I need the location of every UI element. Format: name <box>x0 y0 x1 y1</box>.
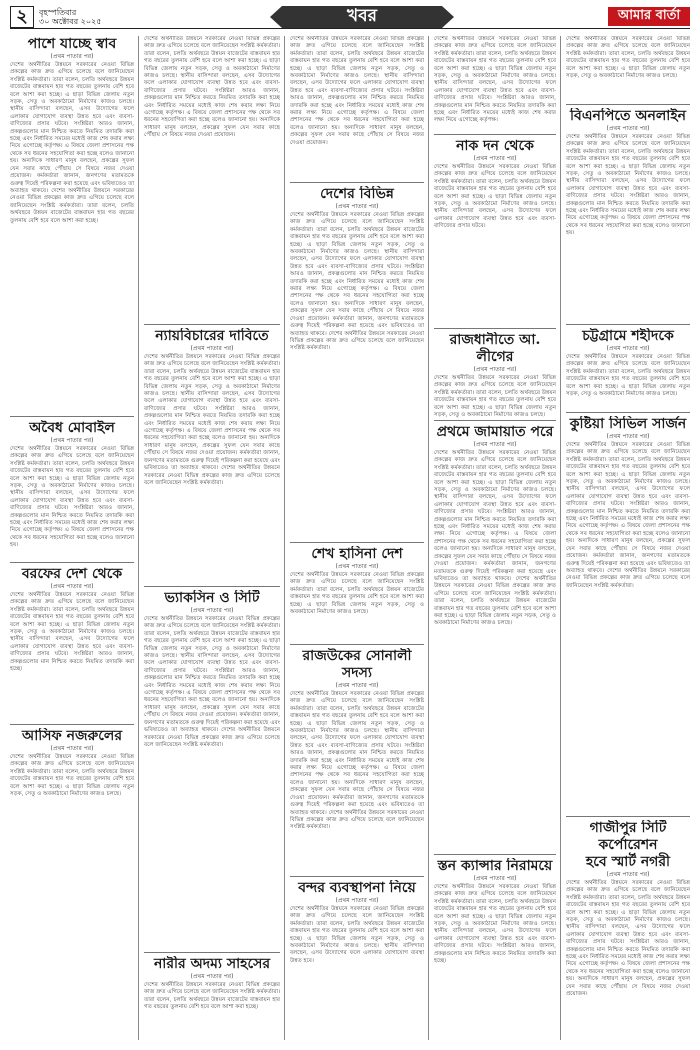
article-headline: দেশের বিভিন্ন <box>320 186 394 202</box>
article-headline: আসিফ নজরুলের <box>21 728 123 744</box>
section-title: খবর <box>282 6 442 28</box>
article-byline: (প্রথম পাতার পর) <box>606 345 650 352</box>
article-byline: (প্রথম পাতার পর) <box>190 607 234 614</box>
article-headline: কুষ্টিয়া সিভিল সার্জন <box>569 416 687 432</box>
article-byline: (প্রথম পাতার পর) <box>473 441 517 448</box>
divider <box>144 586 280 587</box>
article-nyay-bichar <box>144 328 280 584</box>
article-body: দেশের অর্থনীতির উন্নয়নে সরকারের নেওয়া বিভিন্ন প্রকল্পের কাজ দ্রুত এগিয়ে চলেছে বলে জানিয়েছেন সংশ্লিষ্ট কর্মকর্তারা। তারা বলেন, চলতি অর্থবছরে উন্নয়ন বাজেটের বাস্তবায়ন হার গত বছরের তুলনায় বেশি হবে বলে আশা করা হচ্ছে। এ ছাড়া বিভিন্ন জেলায় নতুন সড়ক, সেতু ও অবকাঠামো নির্মাণের কাজও চলছে। স্থানীয় বাসিন্দারা বলছেন, এসব উদ্যোগের ফলে এলাকার যোগাযোগ ব্যবস্থা উন্নত হবে এবং ব্যবসা-বাণিজ্যের প্রসার ঘটবে। সংশ্লিষ্টরা আরও জানান, প্রকল্পগুলোর মান নিশ্চিত করতে নিয়মিত তদারকি করা হচ্ছে এবং নির্ধারিত সময়ের মধ্যেই কাজ শেষ করার লক্ষ্য নিয়ে এগোচ্ছে কর্তৃপক্ষ। এ বিষয়ে জেলা প্রশাসনের পক্ষ থেকে সব ধরনের সহযোগিতা করা হচ্ছে বলেও জানানো হয়। অন্যদিকে সাধারণ মানুষ বলছেন, প্রকল্পের সুফল যেন সবার কাছে পৌঁছায় সে বিষয়ে নজর দেওয়া প্রয়োজন। কর্মকর্তারা জানান, জনগণের মতামতকে গুরুত্ব দিয়েই পরিকল্পনা করা হয়েছে এবং ভবিষ্যতেও তা অব্যাহত থাকবে। দেশের অর্থনীতির উন্নয়নে সরকারের নেওয়া বিভিন্ন প্রকল্পের কাজ দ্রুত এগিয়ে চলেছে বলে জানিয়েছেন সংশ্লিষ্ট কর্মকর্তারা। <box>290 691 424 831</box>
article-body: দেশের অর্থনীতির উন্নয়নে সরকারের নেওয়া বিভিন্ন প্রকল্পের কাজ দ্রুত এগিয়ে চলেছে বলে জানিয়েছেন সংশ্লিষ্ট কর্মকর্তারা। তারা বলেন, চলতি অর্থবছরে উন্নয়ন বাজেটের বাস্তবায়ন হার গত বছরের তুলনায় বেশি হবে বলে আশা করা হচ্ছে। এ ছাড়া বিভিন্ন জেলায় নতুন সড়ক, সেতু ও অবকাঠামো নির্মাণের কাজও চলছে। স্থানীয় বাসিন্দারা বলছেন, এসব উদ্যোগের ফলে এলাকার যোগাযোগ ব্যবস্থা উন্নত হবে এবং ব্যবসা-বাণিজ্যের প্রসার ঘটবে। সংশ্লিষ্টরা আরও জানান, প্রকল্পগুলোর মান নিশ্চিত করতে নিয়মিত তদারকি করা হচ্ছে এবং নির্ধারিত সময়ের মধ্যেই কাজ শেষ করার লক্ষ্য নিয়ে এগোচ্ছে কর্তৃপক্ষ। <box>434 36 556 124</box>
divider <box>290 644 424 645</box>
article-body: দেশের অর্থনীতির উন্নয়নে সরকারের নেওয়া বিভিন্ন প্রকল্পের কাজ দ্রুত এগিয়ে চলেছে বলে জানিয়েছেন সংশ্লিষ্ট কর্মকর্তারা। তারা বলেন, চলতি অর্থবছরে উন্নয়ন বাজেটের বাস্তবায়ন হার গত বছরের তুলনায় বেশি হবে বলে আশা করা হচ্ছে। এ ছাড়া বিভিন্ন জেলায় নতুন সড়ক, সেতু ও অবকাঠামো নির্মাণের কাজও চলছে। স্থানীয় বাসিন্দারা বলছেন, এসব উদ্যোগের ফলে এলাকার যোগাযোগ ব্যবস্থা উন্নত হবে এবং ব্যবসা-বাণিজ্যের প্রসার ঘটবে। সংশ্লিষ্টরা আরও জানান, প্রকল্পগুলোর মান নিশ্চিত করতে নিয়মিত তদারকি করা হচ্ছে। <box>10 592 134 673</box>
article-byline: (প্রথম পাতার পর) <box>190 345 234 352</box>
article-headline: শেখ হাসিনা দেশ <box>311 546 403 562</box>
article-boroferdesh <box>10 566 134 722</box>
article-rajuk <box>290 648 424 874</box>
article-byline: (প্রথম পাতার পর) <box>335 897 379 904</box>
column-rule <box>428 36 429 1040</box>
divider <box>434 420 556 421</box>
divider <box>566 104 690 105</box>
divider <box>566 324 690 325</box>
article-col4-top <box>434 36 556 132</box>
article-body: দেশের অর্থনীতির উন্নয়নে সরকারের নেওয়া বিভিন্ন প্রকল্পের কাজ দ্রুত এগিয়ে চলেছে বলে জানিয়েছেন সংশ্লিষ্ট কর্মকর্তারা। তারা বলেন, চলতি অর্থবছরে উন্নয়ন বাজেটের বাস্তবায়ন হার গত বছরের তুলনায় বেশি হবে বলে আশা করা হচ্ছে। এ ছাড়া বিভিন্ন জেলায় নতুন সড়ক, সেতু ও অবকাঠামো নির্মাণের কাজও চলছে। <box>10 754 134 798</box>
article-body: দেশের অর্থনীতির উন্নয়নে সরকারের নেওয়া বিভিন্ন প্রকল্পের কাজ দ্রুত এগিয়ে চলেছে বলে জানিয়েছেন সংশ্লিষ্ট কর্মকর্তারা। তারা বলেন, চলতি অর্থবছরে উন্নয়ন বাজেটের বাস্তবায়ন হার গত বছরের তুলনায় বেশি হবে বলে আশা করা হচ্ছে। এ ছাড়া বিভিন্ন জেলায় নতুন সড়ক, সেতু ও অবকাঠামো নির্মাণের কাজও চলছে। স্থানীয় বাসিন্দারা বলছেন, এসব উদ্যোগের ফলে এলাকার যোগাযোগ ব্যবস্থা উন্নত হবে এবং ব্যবসা-বাণিজ্যের প্রসার ঘটবে। সংশ্লিষ্টরা আরও জানান, প্রকল্পগুলোর মান নিশ্চিত করতে নিয়মিত তদারকি করা হচ্ছে এবং নির্ধারিত সময়ের মধ্যেই কাজ শেষ করার লক্ষ্য নিয়ে এগোচ্ছে কর্তৃপক্ষ। এ বিষয়ে জেলা প্রশাসনের পক্ষ থেকে সব ধরনের সহযোগিতা করা হচ্ছে বলেও জানানো হয়। অন্যদিকে সাধারণ মানুষ বলছেন, প্রকল্পের সুফল যেন সবার কাছে পৌঁছায় সে বিষয়ে নজর দেওয়া প্রয়োজন। কর্মকর্তারা জানান, জনগণের মতামতকে গুরুত্ব দিয়েই পরিকল্পনা করা হয়েছে এবং ভবিষ্যতেও তা অব্যাহত থাকবে। দেশের অর্থনীতির উন্নয়নে সরকারের নেওয়া বিভিন্ন প্রকল্পের কাজ দ্রুত এগিয়ে চলেছে বলে জানিয়েছেন সংশ্লিষ্ট কর্মকর্তারা। তারা বলেন, চলতি অর্থবছরে উন্নয়ন বাজেটের বাস্তবায়ন হার গত বছরের তুলনায় বেশি হবে বলে আশা করা হচ্ছে। <box>10 62 134 224</box>
article-body: দেশের অর্থনীতির উন্নয়নে সরকারের নেওয়া বিভিন্ন প্রকল্পের কাজ দ্রুত এগিয়ে চলেছে বলে জানিয়েছেন সংশ্লিষ্ট কর্মকর্তারা। তারা বলেন, চলতি অর্থবছরে উন্নয়ন বাজেটের বাস্তবায়ন হার গত বছরের তুলনায় বেশি হবে বলে আশা করা হচ্ছে। এ ছাড়া বিভিন্ন জেলায় নতুন সড়ক, সেতু ও অবকাঠামো নির্মাণের কাজও চলছে। স্থানীয় বাসিন্দারা বলছেন, এসব উদ্যোগের ফলে এলাকার যোগাযোগ ব্যবস্থা উন্নত হবে এবং ব্যবসা-বাণিজ্যের প্রসার ঘটবে। সংশ্লিষ্টরা আরও জানান, প্রকল্পগুলোর মান নিশ্চিত করতে নিয়মিত তদারকি করা হচ্ছে এবং নির্ধারিত সময়ের মধ্যেই কাজ শেষ করার লক্ষ্য নিয়ে এগোচ্ছে কর্তৃপক্ষ। এ বিষয়ে জেলা প্রশাসনের পক্ষ থেকে সব ধরনের সহযোগিতা করা হচ্ছে বলেও জানানো হয়। অন্যদিকে সাধারণ মানুষ বলছেন, প্রকল্পের সুফল যেন সবার কাছে পৌঁছায় সে বিষয়ে নজর দেওয়া প্রয়োজন। কর্মকর্তারা জানান, জনগণের মতামতকে গুরুত্ব দিয়েই পরিকল্পনা করা হয়েছে এবং ভবিষ্যতেও তা অব্যাহত থাকবে। দেশের অর্থনীতির উন্নয়নে সরকারের নেওয়া বিভিন্ন প্রকল্পের কাজ দ্রুত এগিয়ে চলেছে বলে জানিয়েছেন সংশ্লিষ্ট কর্মকর্তারা। তারা বলেন, চলতি অর্থবছরে উন্নয়ন বাজেটের বাস্তবায়ন হার গত বছরের তুলনায় বেশি হবে বলে আশা করা হচ্ছে। এ ছাড়া বিভিন্ন জেলায় নতুন সড়ক, সেতু ও অবকাঠামো নির্মাণের কাজও চলছে। <box>434 450 556 627</box>
article-nak-don <box>434 138 556 326</box>
article-body: দেশের অর্থনীতির উন্নয়নে সরকারের নেওয়া বিভিন্ন প্রকল্পের কাজ দ্রুত এগিয়ে চলেছে বলে জানিয়েছেন সংশ্লিষ্ট কর্মকর্তারা। তারা বলেন, চলতি অর্থবছরে উন্নয়ন বাজেটের বাস্তবায়ন হার গত বছরের তুলনায় বেশি হবে বলে আশা করা হচ্ছে। এ ছাড়া বিভিন্ন জেলায় নতুন সড়ক, সেতু ও অবকাঠামো নির্মাণের কাজও চলছে। স্থানীয় বাসিন্দারা বলছেন, এসব উদ্যোগের ফলে এলাকার যোগাযোগ ব্যবস্থা উন্নত হবে এবং ব্যবসা-বাণিজ্যের প্রসার ঘটবে। সংশ্লিষ্টরা আরও জানান, প্রকল্পগুলোর মান নিশ্চিত করতে নিয়মিত তদারকি করা হচ্ছে এবং নির্ধারিত সময়ের মধ্যেই কাজ শেষ করার লক্ষ্য নিয়ে এগোচ্ছে কর্তৃপক্ষ। এ বিষয়ে জেলা প্রশাসনের পক্ষ থেকে সব ধরনের সহযোগিতা করা হচ্ছে বলেও জানানো হয়। অন্যদিকে সাধারণ মানুষ বলছেন, প্রকল্পের সুফল যেন সবার কাছে পৌঁছায় সে বিষয়ে নজর দেওয়া প্রয়োজন। কর্মকর্তারা জানান, জনগণের মতামতকে গুরুত্ব দিয়েই পরিকল্পনা করা হয়েছে এবং ভবিষ্যতেও তা অব্যাহত থাকবে। দেশের অর্থনীতির উন্নয়নে সরকারের নেওয়া বিভিন্ন প্রকল্পের কাজ দ্রুত এগিয়ে চলেছে বলে জানিয়েছেন সংশ্লিষ্ট কর্মকর্তারা। <box>144 354 280 486</box>
column-rule <box>284 36 285 1040</box>
divider <box>10 562 134 563</box>
article-byline: (প্রথম পাতার পর) <box>335 682 379 689</box>
article-byline: (প্রথম পাতার পর) <box>50 745 94 752</box>
divider <box>434 854 556 855</box>
article-bondor <box>290 880 424 1040</box>
article-col5-top <box>566 36 690 102</box>
article-asif-nazrul <box>10 728 134 1040</box>
article-vaccine-city <box>144 590 280 950</box>
article-headline: অবৈধ মোবাইল <box>29 420 115 436</box>
article-body: দেশের অর্থনীতির উন্নয়নে সরকারের নেওয়া বিভিন্ন প্রকল্পের কাজ দ্রুত এগিয়ে চলেছে বলে জানিয়েছেন সংশ্লিষ্ট কর্মকর্তারা। তারা বলেন, চলতি অর্থবছরে উন্নয়ন বাজেটের বাস্তবায়ন হার গত বছরের তুলনায় বেশি হবে বলে আশা করা হচ্ছে। এ ছাড়া বিভিন্ন জেলায় নতুন সড়ক, সেতু ও অবকাঠামো নির্মাণের কাজও চলছে। স্থানীয় বাসিন্দারা বলছেন, এসব উদ্যোগের ফলে এলাকার যোগাযোগ ব্যবস্থা উন্নত হবে এবং ব্যবসা-বাণিজ্যের প্রসার ঘটবে। সংশ্লিষ্টরা আরও জানান, প্রকল্পগুলোর মান নিশ্চিত করতে নিয়মিত তদারকি করা হচ্ছে এবং নির্ধারিত সময়ের মধ্যেই কাজ শেষ করার লক্ষ্য নিয়ে এগোচ্ছে কর্তৃপক্ষ। এ বিষয়ে জেলা প্রশাসনের পক্ষ থেকে সব ধরনের সহযোগিতা করা হচ্ছে বলেও জানানো হয়। অন্যদিকে সাধারণ মানুষ বলছেন, প্রকল্পের সুফল যেন সবার কাছে পৌঁছায় সে বিষয়ে নজর দেওয়া প্রয়োজন। কর্মকর্তারা জানান, জনগণের মতামতকে গুরুত্ব দিয়েই পরিকল্পনা করা হয়েছে এবং ভবিষ্যতেও তা অব্যাহত থাকবে। দেশের অর্থনীতির উন্নয়নে সরকারের নেওয়া বিভিন্ন প্রকল্পের কাজ দ্রুত এগিয়ে চলেছে বলে জানিয়েছেন সংশ্লিষ্ট কর্মকর্তারা। <box>566 442 690 589</box>
article-byline: (প্রথম পাতার পর) <box>335 203 379 210</box>
article-headline: বিএনপিতে অনলাইন <box>570 108 686 124</box>
divider <box>434 328 556 329</box>
article-rajdhanite-al <box>434 332 556 418</box>
article-prothome-jamaat <box>434 424 556 852</box>
article-headline: ভ্যাকসিন ও সিটি <box>164 590 260 606</box>
divider <box>566 412 690 413</box>
article-byline: (প্রথম পাতার পর) <box>50 583 94 590</box>
article-byline: (প্রথম পাতার পর) <box>335 563 379 570</box>
article-byline: (প্রথম পাতার পর) <box>606 871 650 878</box>
article-body: দেশের অর্থনীতির উন্নয়নে সরকারের নেওয়া বিভিন্ন প্রকল্পের কাজ দ্রুত এগিয়ে চলেছে বলে জানিয়েছেন সংশ্লিষ্ট কর্মকর্তারা। তারা বলেন, চলতি অর্থবছরে উন্নয়ন বাজেটের বাস্তবায়ন হার গত বছরের তুলনায় বেশি হবে বলে আশা করা হচ্ছে। এ ছাড়া বিভিন্ন জেলায় নতুন সড়ক, সেতু ও অবকাঠামো নির্মাণের কাজও চলছে। স্থানীয় বাসিন্দারা বলছেন, এসব উদ্যোগের ফলে এলাকার যোগাযোগ ব্যবস্থা উন্নত হবে এবং ব্যবসা-বাণিজ্যের প্রসার ঘটবে। সংশ্লিষ্টরা আরও জানান, প্রকল্পগুলোর মান নিশ্চিত করতে নিয়মিত তদারকি করা হচ্ছে এবং নির্ধারিত সময়ের মধ্যেই কাজ শেষ করার লক্ষ্য নিয়ে এগোচ্ছে কর্তৃপক্ষ। এ বিষয়ে জেলা প্রশাসনের পক্ষ থেকে সব ধরনের সহযোগিতা করা হচ্ছে বলেও জানানো হয়। অন্যদিকে সাধারণ মানুষ বলছেন, প্রকল্পের সুফল যেন সবার কাছে পৌঁছায় সে বিষয়ে নজর দেওয়া প্রয়োজন। কর্মকর্তারা জানান, জনগণের মতামতকে গুরুত্ব দিয়েই পরিকল্পনা করা হয়েছে এবং ভবিষ্যতেও তা অব্যাহত থাকবে। দেশের অর্থনীতির উন্নয়নে সরকারের নেওয়া বিভিন্ন প্রকল্পের কাজ দ্রুত এগিয়ে চলেছে বলে জানিয়েছেন সংশ্লিষ্ট কর্মকর্তারা। <box>290 212 424 352</box>
divider <box>144 952 280 953</box>
page-number: ২ <box>10 6 34 28</box>
article-body: দেশের অর্থনীতির উন্নয়নে সরকারের নেওয়া বিভিন্ন প্রকল্পের কাজ দ্রুত এগিয়ে চলেছে বলে জানিয়েছেন সংশ্লিষ্ট কর্মকর্তারা। তারা বলেন, চলতি অর্থবছরে উন্নয়ন বাজেটের বাস্তবায়ন হার গত বছরের তুলনায় বেশি হবে বলে আশা করা হচ্ছে। এ ছাড়া বিভিন্ন জেলায় নতুন সড়ক, সেতু ও অবকাঠামো নির্মাণের কাজও চলছে। স্থানীয় বাসিন্দারা বলছেন, এসব উদ্যোগের ফলে এলাকার যোগাযোগ ব্যবস্থা উন্নত হবে এবং ব্যবসা-বাণিজ্যের প্রসার ঘটবে। সংশ্লিষ্টরা আরও জানান, প্রকল্পগুলোর মান নিশ্চিত করতে নিয়মিত তদারকি করা হচ্ছে এবং নির্ধারিত সময়ের মধ্যেই কাজ শেষ করার লক্ষ্য নিয়ে এগোচ্ছে কর্তৃপক্ষ। এ বিষয়ে জেলা প্রশাসনের পক্ষ থেকে সব ধরনের সহযোগিতা করা হচ্ছে বলেও জানানো হয়। অন্যদিকে সাধারণ মানুষ বলছেন, প্রকল্পের সুফল যেন সবার কাছে পৌঁছায় সে বিষয়ে নজর দেওয়া প্রয়োজন। কর্মকর্তারা জানান, জনগণের মতামতকে গুরুত্ব দিয়েই পরিকল্পনা করা হয়েছে এবং ভবিষ্যতেও তা অব্যাহত থাকবে। দেশের অর্থনীতির উন্নয়নে সরকারের নেওয়া বিভিন্ন প্রকল্পের কাজ দ্রুত এগিয়ে চলেছে বলে জানিয়েছেন সংশ্লিষ্ট কর্মকর্তারা। <box>144 616 280 748</box>
article-byline: (প্রথম পাতার পর) <box>606 125 650 132</box>
divider <box>434 134 556 135</box>
article-headline: রাজধানীতে আ. লীগের <box>449 332 541 365</box>
article-headline: স্তন ক্যান্সার নিরাময়ে <box>437 858 553 874</box>
article-body: দেশের অর্থনীতির উন্নয়নে সরকারের নেওয়া বিভিন্ন প্রকল্পের কাজ দ্রুত এগিয়ে চলেছে বলে জানিয়েছেন সংশ্লিষ্ট কর্মকর্তারা। তারা বলেন, চলতি অর্থবছরে উন্নয়ন বাজেটের বাস্তবায়ন হার গত বছরের তুলনায় বেশি হবে বলে আশা করা হচ্ছে। এ ছাড়া বিভিন্ন জেলায় নতুন সড়ক, সেতু ও অবকাঠামো নির্মাণের কাজও চলছে। <box>434 375 556 418</box>
article-headline: বন্দর ব্যবস্থাপনা নিয়ে <box>298 880 416 896</box>
article-breast-cancer <box>434 858 556 1040</box>
article-body: দেশের অর্থনীতির উন্নয়নে সরকারের নেওয়া বিভিন্ন প্রকল্পের কাজ দ্রুত এগিয়ে চলেছে বলে জানিয়েছেন সংশ্লিষ্ট কর্মকর্তারা। তারা বলেন, চলতি অর্থবছরে উন্নয়ন বাজেটের বাস্তবায়ন হার গত বছরের তুলনায় বেশি হবে বলে আশা করা হচ্ছে। এ ছাড়া বিভিন্ন জেলায় নতুন সড়ক, সেতু ও অবকাঠামো নির্মাণের কাজও চলছে। <box>566 354 690 398</box>
article-byline: (প্রথম পাতার পর) <box>473 875 517 882</box>
masthead-logo: আমার বার্তা <box>608 7 690 26</box>
article-headline: নারীর অদম্য সাহসের <box>153 956 271 972</box>
date-box <box>39 8 101 26</box>
page-header <box>10 6 690 29</box>
divider <box>290 542 424 543</box>
article-columns <box>10 36 690 1040</box>
divider <box>10 724 134 725</box>
date: ৩০ অক্টোবর ২০২৫ <box>39 17 102 26</box>
article-byline: (প্রথম পাতার পর) <box>473 155 517 162</box>
divider <box>10 416 134 417</box>
article-byline: (প্রথম পাতার পর) <box>473 366 517 373</box>
article-aboidho-mobile <box>10 420 134 560</box>
weekday: বৃহস্পতিবার <box>39 8 77 17</box>
column-rule <box>138 36 139 1040</box>
article-headline-line2: হবে স্মার্ট নগরী <box>585 854 671 870</box>
article-body: দেশের অর্থনীতির উন্নয়নে সরকারের নেওয়া বিভিন্ন প্রকল্পের কাজ দ্রুত এগিয়ে চলেছে বলে জানিয়েছেন সংশ্লিষ্ট কর্মকর্তারা। তারা বলেন, চলতি অর্থবছরে উন্নয়ন বাজেটের বাস্তবায়ন হার গত বছরের তুলনায় বেশি হবে বলে আশা করা হচ্ছে। এ ছাড়া বিভিন্ন জেলায় নতুন সড়ক, সেতু ও অবকাঠামো নির্মাণের কাজও চলছে। স্থানীয় বাসিন্দারা বলছেন, এসব উদ্যোগের ফলে এলাকার যোগাযোগ ব্যবস্থা উন্নত হবে এবং ব্যবসা-বাণিজ্যের প্রসার ঘটবে। সংশ্লিষ্টরা আরও জানান, প্রকল্পগুলোর মান নিশ্চিত করতে নিয়মিত তদারকি করা হচ্ছে এবং নির্ধারিত সময়ের মধ্যেই কাজ শেষ করার লক্ষ্য নিয়ে এগোচ্ছে কর্তৃপক্ষ। এ বিষয়ে জেলা প্রশাসনের পক্ষ থেকে সব ধরনের সহযোগিতা করা হচ্ছে বলেও জানানো হয়। <box>566 134 690 237</box>
article-gazipur <box>566 820 690 1040</box>
article-pashe-jacche <box>10 36 134 414</box>
article-body: দেশের অর্থনীতির উন্নয়নে সরকারের নেওয়া বিভিন্ন প্রকল্পের কাজ দ্রুত এগিয়ে চলেছে বলে জানিয়েছেন সংশ্লিষ্ট কর্মকর্তারা। তারা বলেন, চলতি অর্থবছরে উন্নয়ন বাজেটের বাস্তবায়ন হার গত বছরের তুলনায় বেশি হবে বলে আশা করা হচ্ছে। এ ছাড়া বিভিন্ন জেলায় নতুন সড়ক, সেতু ও অবকাঠামো নির্মাণের কাজও চলছে। স্থানীয় বাসিন্দারা বলছেন, এসব উদ্যোগের ফলে এলাকার যোগাযোগ ব্যবস্থা উন্নত হবে এবং ব্যবসা-বাণিজ্যের প্রসার ঘটবে। সংশ্লিষ্টরা আরও জানান, প্রকল্পগুলোর মান নিশ্চিত করতে নিয়মিত তদারকি করা হচ্ছে। <box>434 884 556 965</box>
article-kushtia <box>566 416 690 814</box>
article-body: দেশের অর্থনীতির উন্নয়নে সরকারের নেওয়া বিভিন্ন প্রকল্পের কাজ দ্রুত এগিয়ে চলেছে বলে জানিয়েছেন সংশ্লিষ্ট কর্মকর্তারা। তারা বলেন, চলতি অর্থবছরে উন্নয়ন বাজেটের বাস্তবায়ন হার গত বছরের তুলনায় বেশি হবে বলে আশা করা হচ্ছে। এ ছাড়া বিভিন্ন জেলায় নতুন সড়ক, সেতু ও অবকাঠামো নির্মাণের কাজও চলছে। স্থানীয় বাসিন্দারা বলছেন, এসব উদ্যোগের ফলে এলাকার যোগাযোগ ব্যবস্থা উন্নত হবে এবং ব্যবসা-বাণিজ্যের প্রসার ঘটবে। সংশ্লিষ্টরা আরও জানান, প্রকল্পগুলোর মান নিশ্চিত করতে নিয়মিত তদারকি করা হচ্ছে এবং নির্ধারিত সময়ের মধ্যেই কাজ শেষ করার লক্ষ্য নিয়ে এগোচ্ছে কর্তৃপক্ষ। এ বিষয়ে জেলা প্রশাসনের পক্ষ থেকে সব ধরনের সহযোগিতা করা হচ্ছে বলেও জানানো হয়। অন্যদিকে সাধারণ মানুষ বলছেন, প্রকল্পের সুফল যেন সবার কাছে পৌঁছায় সে বিষয়ে নজর দেওয়া প্রয়োজন। <box>566 880 690 998</box>
article-headline: চট্টগ্রামে শহীদকে <box>582 328 674 344</box>
divider <box>566 816 690 817</box>
article-body: দেশের অর্থনীতির উন্নয়নে সরকারের নেওয়া বিভিন্ন প্রকল্পের কাজ দ্রুত এগিয়ে চলেছে বলে জানিয়েছেন সংশ্লিষ্ট কর্মকর্তারা। তারা বলেন, চলতি অর্থবছরে উন্নয়ন বাজেটের বাস্তবায়ন হার গত বছরের তুলনায় বেশি হবে বলে আশা করা হচ্ছে। <box>144 982 280 1011</box>
article-byline: (প্রথম পাতার পর) <box>606 433 650 440</box>
article-desher-bibhinno <box>290 186 424 540</box>
article-headline: পাশে যাচ্ছে স্বাব <box>27 36 117 52</box>
column-rule <box>560 36 561 1040</box>
article-col3-top <box>290 36 424 180</box>
article-body: দেশের অর্থনীতির উন্নয়নে সরকারের নেওয়া বিভিন্ন প্রকল্পের কাজ দ্রুত এগিয়ে চলেছে বলে জানিয়েছেন সংশ্লিষ্ট কর্মকর্তারা। তারা বলেন, চলতি অর্থবছরে উন্নয়ন বাজেটের বাস্তবায়ন হার গত বছরের তুলনায় বেশি হবে বলে আশা করা হচ্ছে। এ ছাড়া বিভিন্ন জেলায় নতুন সড়ক, সেতু ও অবকাঠামো নির্মাণের কাজও চলছে। <box>290 572 424 616</box>
article-bnp-online <box>566 108 690 322</box>
article-body: দেশের অর্থনীতির উন্নয়নে সরকারের নেওয়া বিভিন্ন প্রকল্পের কাজ দ্রুত এগিয়ে চলেছে বলে জানিয়েছেন সংশ্লিষ্ট কর্মকর্তারা। তারা বলেন, চলতি অর্থবছরে উন্নয়ন বাজেটের বাস্তবায়ন হার গত বছরের তুলনায় বেশি হবে বলে আশা করা হচ্ছে। এ ছাড়া বিভিন্ন জেলায় নতুন সড়ক, সেতু ও অবকাঠামো নির্মাণের কাজও চলছে। স্থানীয় বাসিন্দারা বলছেন, এসব উদ্যোগের ফলে এলাকার যোগাযোগ ব্যবস্থা উন্নত হবে এবং ব্যবসা-বাণিজ্যের প্রসার ঘটবে। <box>434 164 556 230</box>
article-headline: রাজউকের সোনালী সদস্য <box>302 648 412 681</box>
article-body: দেশের অর্থনীতির উন্নয়নে সরকারের নেওয়া বিভিন্ন প্রকল্পের কাজ দ্রুত এগিয়ে চলেছে বলে জানিয়েছেন সংশ্লিষ্ট কর্মকর্তারা। তারা বলেন, চলতি অর্থবছরে উন্নয়ন বাজেটের বাস্তবায়ন হার গত বছরের তুলনায় বেশি হবে বলে আশা করা হচ্ছে। এ ছাড়া বিভিন্ন জেলায় নতুন সড়ক, সেতু ও অবকাঠামো নির্মাণের কাজও চলছে। স্থানীয় বাসিন্দারা বলছেন, এসব উদ্যোগের ফলে এলাকার যোগাযোগ ব্যবস্থা উন্নত হবে এবং ব্যবসা-বাণিজ্যের প্রসার ঘটবে। সংশ্লিষ্টরা আরও জানান, প্রকল্পগুলোর মান নিশ্চিত করতে নিয়মিত তদারকি করা হচ্ছে এবং নির্ধারিত সময়ের মধ্যেই কাজ শেষ করার লক্ষ্য নিয়ে এগোচ্ছে কর্তৃপক্ষ। এ বিষয়ে জেলা প্রশাসনের পক্ষ থেকে সব ধরনের সহযোগিতা করা হচ্ছে বলেও জানানো হয়। অন্যদিকে সাধারণ মানুষ বলছেন, প্রকল্পের সুফল যেন সবার কাছে পৌঁছায় সে বিষয়ে নজর দেওয়া প্রয়োজন। <box>290 36 424 146</box>
article-sheikh-hasina <box>290 546 424 642</box>
divider <box>290 876 424 877</box>
article-byline: (প্রথম পাতার পর) <box>190 973 234 980</box>
divider <box>144 324 280 325</box>
article-body: দেশের অর্থনীতির উন্নয়নে সরকারের নেওয়া বিভিন্ন প্রকল্পের কাজ দ্রুত এগিয়ে চলেছে বলে জানিয়েছেন সংশ্লিষ্ট কর্মকর্তারা। তারা বলেন, চলতি অর্থবছরে উন্নয়ন বাজেটের বাস্তবায়ন হার গত বছরের তুলনায় বেশি হবে বলে আশা করা হচ্ছে। এ ছাড়া বিভিন্ন জেলায় নতুন সড়ক, সেতু ও অবকাঠামো নির্মাণের কাজও চলছে। স্থানীয় বাসিন্দারা বলছেন, এসব উদ্যোগের ফলে এলাকার যোগাযোগ ব্যবস্থা উন্নত হবে এবং ব্যবসা-বাণিজ্যের প্রসার ঘটবে। সংশ্লিষ্টরা আরও জানান, প্রকল্পগুলোর মান নিশ্চিত করতে নিয়মিত তদারকি করা হচ্ছে এবং নির্ধারিত সময়ের মধ্যেই কাজ শেষ করার লক্ষ্য নিয়ে এগোচ্ছে কর্তৃপক্ষ। এ বিষয়ে জেলা প্রশাসনের পক্ষ থেকে সব ধরনের সহযোগিতা করা হচ্ছে বলেও জানানো হয়। <box>10 446 134 549</box>
article-headline: গাজীপুর সিটি কর্পোরেশন <box>589 820 667 853</box>
article-headline: নাক দন থেকে <box>456 138 534 154</box>
article-chattogram <box>566 328 690 410</box>
divider <box>290 182 424 183</box>
article-body: দেশের অর্থনীতির উন্নয়নে সরকারের নেওয়া বিভিন্ন প্রকল্পের কাজ দ্রুত এগিয়ে চলেছে বলে জানিয়েছেন সংশ্লিষ্ট কর্মকর্তারা। তারা বলেন, চলতি অর্থবছরে উন্নয়ন বাজেটের বাস্তবায়ন হার গত বছরের তুলনায় বেশি হবে বলে আশা করা হচ্ছে। এ ছাড়া বিভিন্ন জেলায় নতুন সড়ক, সেতু ও অবকাঠামো নির্মাণের কাজও চলছে। <box>566 36 690 80</box>
article-col2-top <box>144 36 280 322</box>
article-body: দেশের অর্থনীতির উন্নয়নে সরকারের নেওয়া বিভিন্ন প্রকল্পের কাজ দ্রুত এগিয়ে চলেছে বলে জানিয়েছেন সংশ্লিষ্ট কর্মকর্তারা। তারা বলেন, চলতি অর্থবছরে উন্নয়ন বাজেটের বাস্তবায়ন হার গত বছরের তুলনায় বেশি হবে বলে আশা করা হচ্ছে। এ ছাড়া বিভিন্ন জেলায় নতুন সড়ক, সেতু ও অবকাঠামো নির্মাণের কাজও চলছে। স্থানীয় বাসিন্দারা বলছেন, এসব উদ্যোগের ফলে এলাকার যোগাযোগ ব্যবস্থা উন্নত হবে এবং ব্যবসা-বাণিজ্যের প্রসার ঘটবে। সংশ্লিষ্টরা আরও জানান, প্রকল্পগুলোর মান নিশ্চিত করতে নিয়মিত তদারকি করা হচ্ছে এবং নির্ধারিত সময়ের মধ্যেই কাজ শেষ করার লক্ষ্য নিয়ে এগোচ্ছে কর্তৃপক্ষ। এ বিষয়ে জেলা প্রশাসনের পক্ষ থেকে সব ধরনের সহযোগিতা করা হচ্ছে বলেও জানানো হয়। অন্যদিকে সাধারণ মানুষ বলছেন, প্রকল্পের সুফল যেন সবার কাছে পৌঁছায় সে বিষয়ে নজর দেওয়া প্রয়োজন। <box>144 36 280 139</box>
article-headline: প্রথমে জামায়াত পরে <box>436 424 554 440</box>
article-byline: (প্রথম পাতার পর) <box>50 53 94 60</box>
article-headline: বরফের দেশ থেকে <box>21 566 123 582</box>
article-body: দেশের অর্থনীতির উন্নয়নে সরকারের নেওয়া বিভিন্ন প্রকল্পের কাজ দ্রুত এগিয়ে চলেছে বলে জানিয়েছেন সংশ্লিষ্ট কর্মকর্তারা। তারা বলেন, চলতি অর্থবছরে উন্নয়ন বাজেটের বাস্তবায়ন হার গত বছরের তুলনায় বেশি হবে বলে আশা করা হচ্ছে। এ ছাড়া বিভিন্ন জেলায় নতুন সড়ক, সেতু ও অবকাঠামো নির্মাণের কাজও চলছে। স্থানীয় বাসিন্দারা বলছেন, এসব উদ্যোগের ফলে এলাকার যোগাযোগ ব্যবস্থা উন্নত হবে। <box>290 906 424 964</box>
article-narir-sahos <box>144 956 280 1040</box>
article-byline: (প্রথম পাতার পর) <box>50 437 94 444</box>
article-headline: ন্যায়বিচারের দাবিতে <box>155 328 269 344</box>
